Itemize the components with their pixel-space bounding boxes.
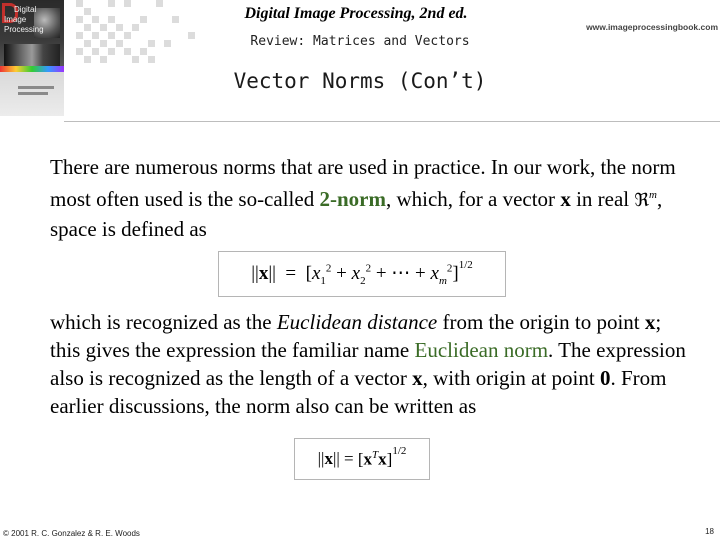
eq-rhs: $[x^Tx]$: [357, 448, 393, 469]
checker-square: [108, 48, 115, 55]
real-numbers-symbol: ℜ: [634, 190, 650, 211]
equation-transpose-form: [294, 438, 430, 480]
checker-square: [140, 48, 147, 55]
text-run: which is recognized as the: [50, 310, 277, 334]
checker-square: [132, 56, 139, 63]
checker-square: [100, 56, 107, 63]
checker-square: [116, 40, 123, 47]
header-divider: [64, 121, 720, 122]
checker-square: [108, 0, 115, 7]
checker-square: [124, 0, 131, 7]
text-run: ; this gives the expression the familiar name: [50, 310, 662, 362]
cover-author-line: [18, 86, 54, 89]
page-number: 18: [705, 527, 714, 536]
checker-square: [76, 48, 83, 55]
text-run: . The expression also is recognized as the length of a vector: [50, 338, 686, 390]
checker-square: [148, 56, 155, 63]
text-run: , space is defined as: [50, 187, 663, 241]
checker-square: [92, 48, 99, 55]
term-euclidean-norm: Euclidean norm: [414, 338, 549, 362]
vector-x: x: [560, 187, 571, 211]
eq-equals: =: [285, 263, 297, 284]
checker-square: [84, 40, 91, 47]
checker-square: [76, 32, 83, 39]
text-run: , which, for a vector: [385, 187, 561, 211]
term-euclidean-distance: Euclidean distance: [276, 310, 438, 334]
term-2-norm: 2-norm: [319, 187, 386, 211]
copyright-notice: © 2001 R. C. Gonzalez & R. E. Woods: [3, 529, 140, 538]
text-run: in real: [570, 187, 635, 211]
checker-square: [156, 0, 163, 7]
equation-2-norm: [218, 251, 506, 297]
checker-square: [100, 40, 107, 47]
checker-square: [84, 8, 91, 15]
slide-title: Vector Norms (Con’t): [233, 69, 487, 93]
eq-equals: =: [344, 449, 354, 468]
checker-square: [132, 24, 139, 31]
cover-spectrum: [0, 66, 64, 72]
text-run: from the origin to point: [437, 310, 645, 334]
checker-square: [124, 48, 131, 55]
checker-square: [116, 24, 123, 31]
cover-photo-strip: [4, 44, 60, 68]
checker-square: [108, 32, 115, 39]
checker-square: [92, 16, 99, 23]
paragraph-norm-intro: [50, 153, 690, 243]
cover-title-line3: Processing: [4, 25, 44, 34]
section-subtitle: Review: Matrices and Vectors: [250, 34, 470, 49]
checker-square: [100, 24, 107, 31]
checker-square: [124, 32, 131, 39]
paragraph-euclidean: [50, 308, 690, 420]
checker-square: [148, 40, 155, 47]
text-run: . From earlier discussions, the norm also can be written as: [50, 366, 667, 418]
eq-exponent: 1/2: [392, 445, 407, 457]
book-title: Digital Image Processing, 2nd ed.: [244, 5, 468, 22]
checker-square: [188, 32, 195, 39]
website-url: www.imageprocessingbook.com: [586, 22, 718, 32]
checker-square: [92, 32, 99, 39]
eq-exponent: 1/2: [458, 259, 473, 271]
cover-title-line1: Digital: [14, 5, 37, 14]
vector-x: x: [412, 366, 423, 390]
checker-square: [84, 24, 91, 31]
eq-lhs: ||x||: [251, 263, 276, 284]
origin-zero: 0: [599, 366, 611, 390]
vector-x: x: [644, 310, 656, 334]
decorative-checker-pattern: [76, 0, 196, 64]
book-cover-image: [0, 0, 64, 116]
checker-square: [76, 0, 83, 7]
eq-lhs: ||x||: [317, 449, 340, 468]
checker-square: [108, 16, 115, 23]
text-run: , with origin at point: [422, 366, 600, 390]
text-run: There are numerous norms that are used in practice. In our work, the norm most often used is the so-called: [50, 155, 676, 211]
cover-title-line2: Image: [4, 15, 27, 24]
eq-rhs: [$x_1^2 + x_2^2$ + ⋯ + $x_m^2$]: [305, 262, 459, 287]
dimension-m: m: [649, 189, 657, 201]
cover-author-line: [18, 92, 48, 95]
checker-square: [84, 56, 91, 63]
checker-square: [140, 16, 147, 23]
checker-square: [164, 40, 171, 47]
checker-square: [76, 16, 83, 23]
checker-square: [172, 16, 179, 23]
